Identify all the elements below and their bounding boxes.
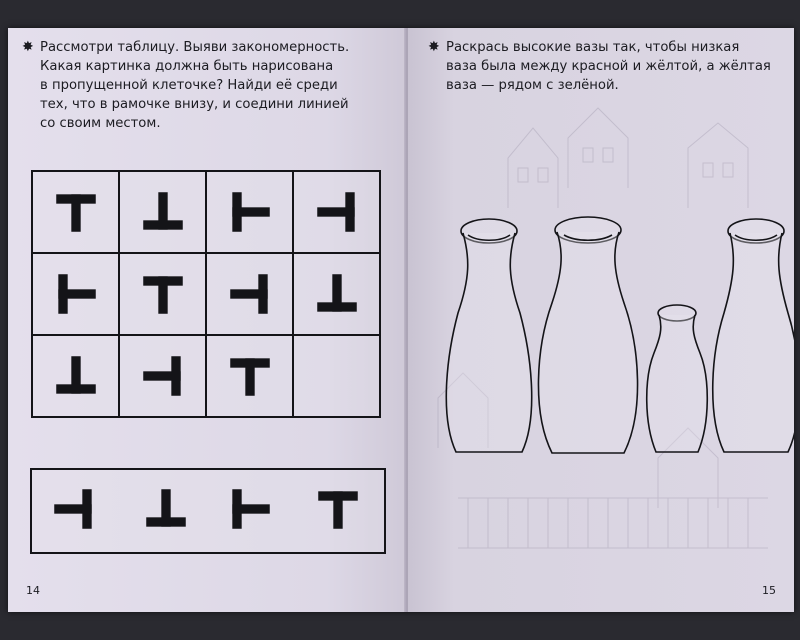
- pattern-cell: [32, 335, 119, 417]
- pattern-cell: [32, 253, 119, 335]
- answer-option[interactable]: [138, 483, 194, 539]
- pattern-cell: [32, 171, 119, 253]
- pattern-cell: [119, 335, 206, 417]
- pattern-cell: [293, 253, 380, 335]
- tall-vase-1: [446, 219, 531, 452]
- t-shape-right-icon: [137, 350, 189, 402]
- answer-option[interactable]: [310, 483, 366, 539]
- left-task-text: Рассмотри таблицу. Выяви закономерность. Какая картинка должна быть нарисована в пропущенной клеточке? Найди её среди тех, что в рамочке внизу, и соедини линией со своим местом.: [40, 40, 350, 131]
- vases-illustration: [408, 28, 794, 612]
- t-shape-down-icon: [50, 350, 102, 402]
- t-shape-right-icon: [48, 483, 100, 535]
- t-shape-up-icon: [50, 186, 102, 238]
- pattern-cell: [119, 171, 206, 253]
- answer-option[interactable]: [222, 483, 278, 539]
- pattern-cell: [206, 335, 293, 417]
- t-shape-right-icon: [311, 186, 363, 238]
- right-task-text: Раскрась высокие вазы так, чтобы низкая ваза была между красной и жёлтой, а жёлтая ваза — рядом с зелёной.: [446, 40, 771, 93]
- left-task-instruction: [22, 38, 392, 133]
- t-shape-down-icon: [137, 186, 189, 238]
- pattern-row: [32, 253, 380, 335]
- pattern-cell: [119, 253, 206, 335]
- open-workbook: [8, 28, 794, 612]
- pattern-cell: [206, 253, 293, 335]
- short-vase: [647, 305, 708, 452]
- pattern-cell: [293, 171, 380, 253]
- page-number-right: 15: [762, 584, 776, 597]
- t-shape-down-icon: [311, 268, 363, 320]
- t-shape-left-icon: [224, 483, 276, 535]
- t-shape-right-icon: [224, 268, 276, 320]
- answer-options-frame: [30, 468, 386, 554]
- right-page: [408, 28, 794, 612]
- page-number-left: 14: [26, 584, 40, 597]
- missing-cell[interactable]: [293, 335, 380, 417]
- pattern-table: [31, 170, 381, 418]
- t-shape-up-icon: [224, 350, 276, 402]
- tall-vase-2: [538, 217, 637, 453]
- t-shape-up-icon: [137, 268, 189, 320]
- tall-vase-3: [713, 219, 794, 452]
- t-shape-up-icon: [312, 483, 364, 535]
- t-shape-down-icon: [140, 483, 192, 535]
- bullet-icon: ✸: [22, 39, 34, 55]
- pattern-cell: [206, 171, 293, 253]
- t-shape-left-icon: [224, 186, 276, 238]
- pattern-row: [32, 335, 380, 417]
- answer-option[interactable]: [46, 483, 102, 539]
- pattern-row: [32, 171, 380, 253]
- bullet-icon: ✸: [428, 39, 440, 55]
- t-shape-left-icon: [50, 268, 102, 320]
- left-page: [8, 28, 406, 612]
